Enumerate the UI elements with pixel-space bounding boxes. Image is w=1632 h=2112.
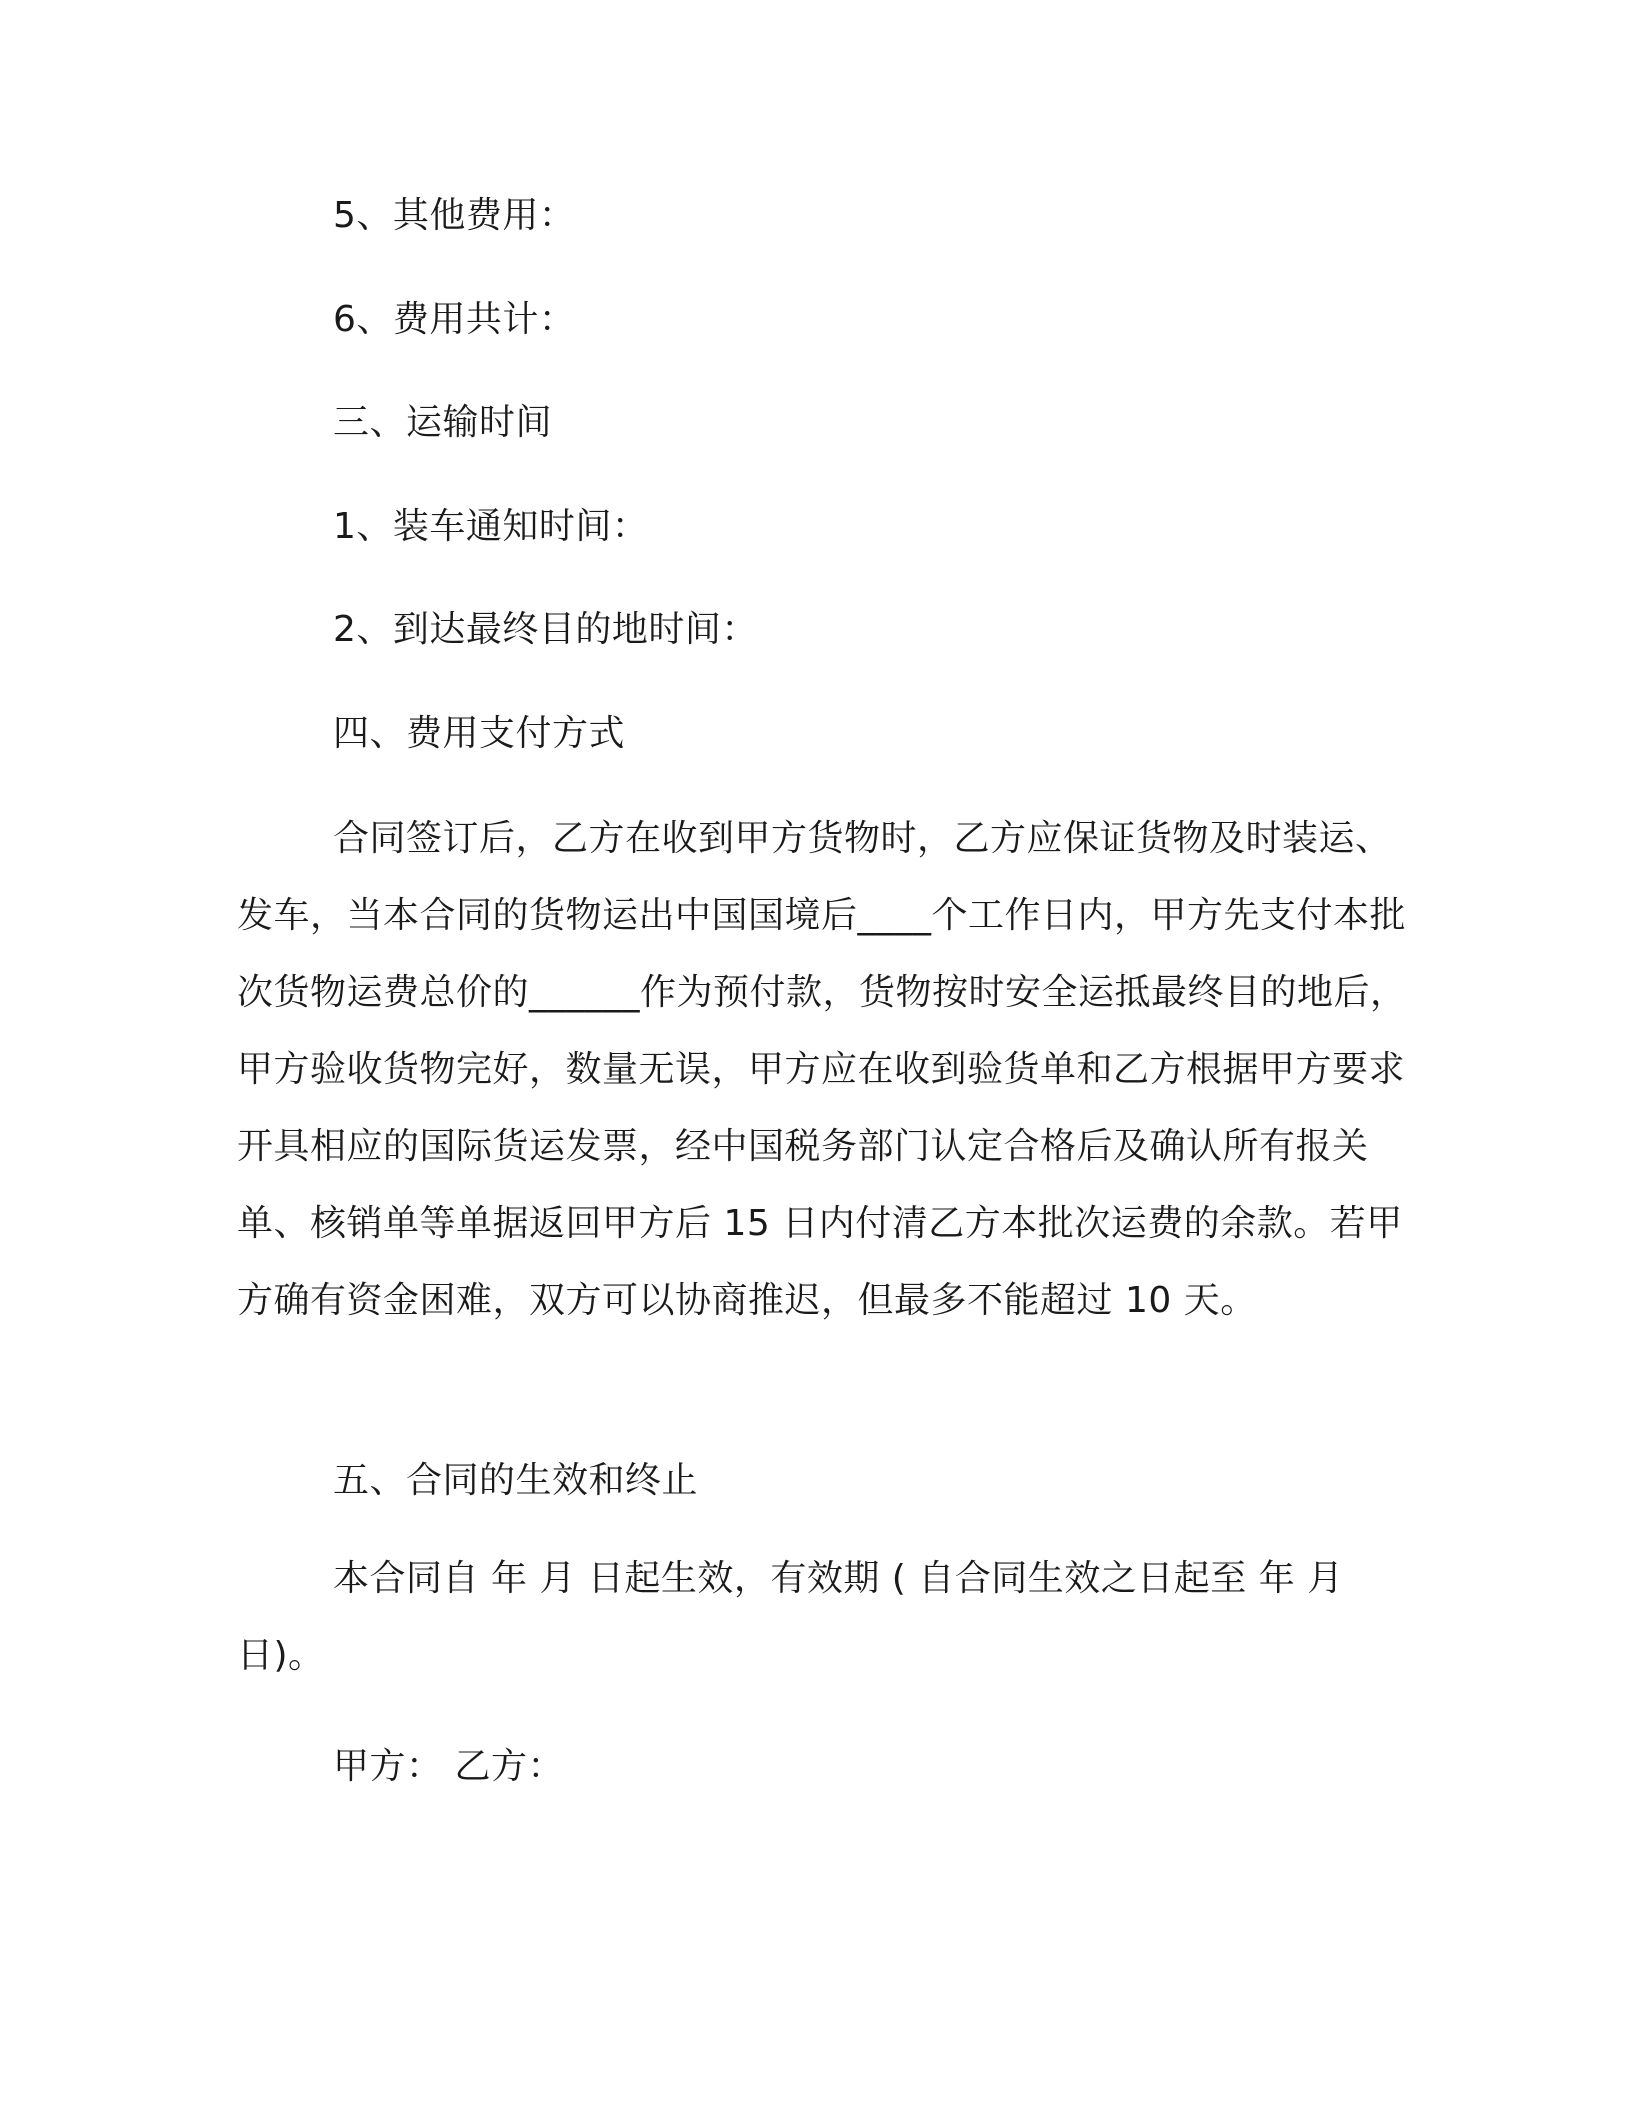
- fee-item-total: 6、费用共计：: [333, 299, 576, 340]
- arrival-time: 2、到达最终目的地时间：: [333, 609, 758, 650]
- section-heading-transport-time: 三、运输时间: [333, 402, 553, 443]
- fee-item-other: 5、其他费用：: [333, 195, 576, 236]
- effective-period-paragraph: 本合同自 年 月 日起生效，有效期 ( 自合同生效之日起至 年 月 日)。: [237, 1558, 1344, 1676]
- section-heading-effect-termination: 五、合同的生效和终止: [333, 1460, 699, 1501]
- section-heading-payment: 四、费用支付方式: [333, 713, 626, 754]
- payment-terms-paragraph: 合同签订后，乙方在收到甲方货物时，乙方应保证货物及时装运、发车，当本合同的货物运出中国国境后____个工作日内，甲方先支付本批次货物运费总价的______作为预付款，货物按时安全运抵最终目的地后，甲方验收货物完好，数量无误，甲方应在收到验货单和乙方根据甲方要求开具相应的国际货运发票，经中国税务部门认定合格后及确认所有报关单、核销单等单据返回甲方后 15 日内付清乙方本批次运费的余款。若甲方确有资金困难，双方可以协商推迟，但最多不能超过 10 天。: [237, 818, 1407, 1321]
- loading-notice-time: 1、装车通知时间：: [333, 506, 649, 547]
- signature-line: 甲方： 乙方：: [333, 1746, 564, 1787]
